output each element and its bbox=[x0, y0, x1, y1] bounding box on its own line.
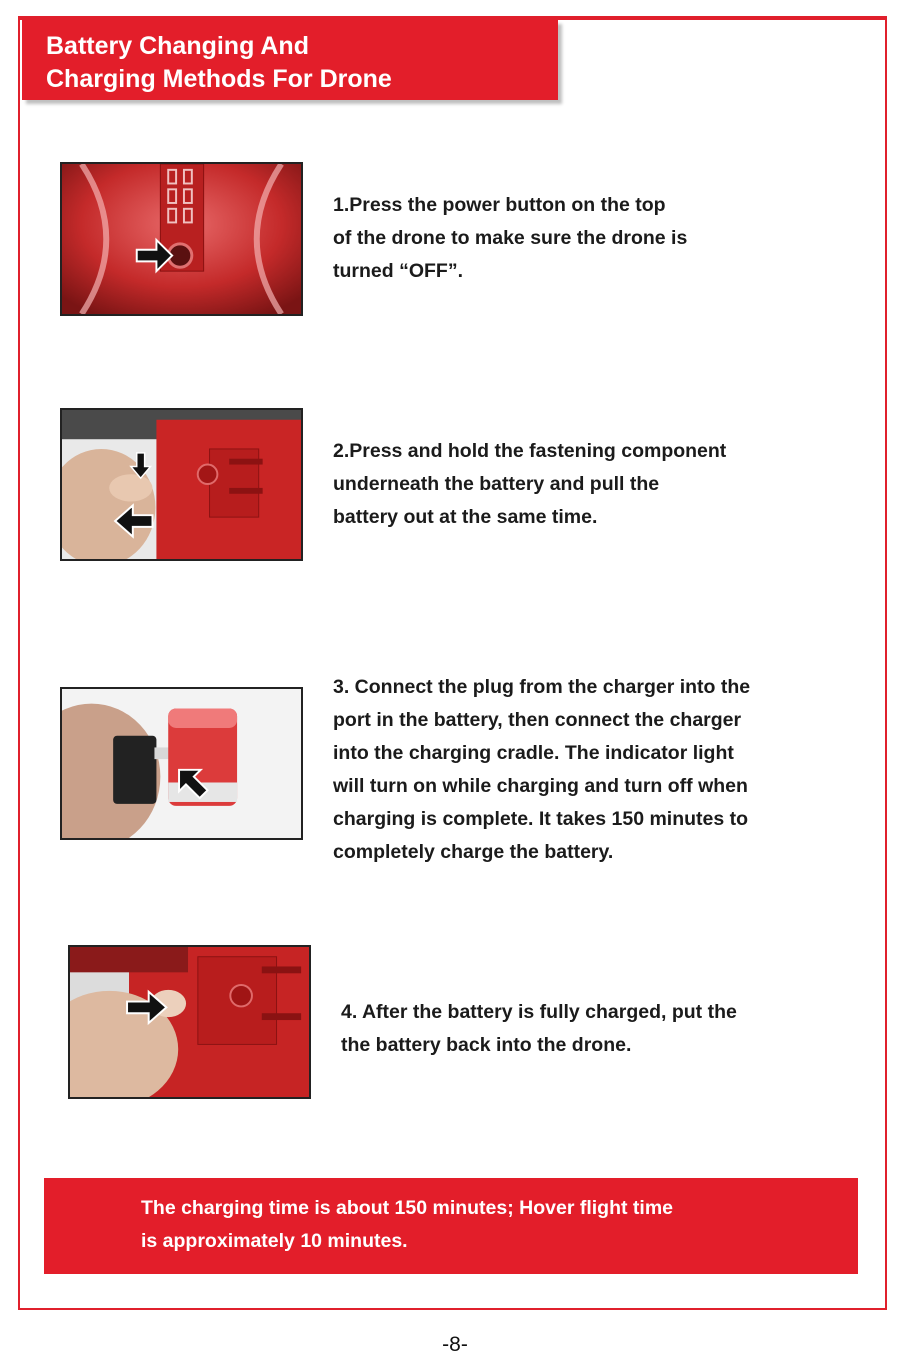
page-title: Battery Changing And Charging Methods For Drone bbox=[46, 32, 392, 93]
step-2-text: 2.Press and hold the fastening component underneath the battery and pull the battery out at the same time. bbox=[333, 440, 727, 528]
step-1-text: 1.Press the power button on the top of the drone to make sure the drone is turned “OFF”. bbox=[333, 194, 688, 282]
battery-insert-photo bbox=[68, 945, 311, 1099]
drone-power-button-photo bbox=[60, 162, 303, 316]
charging-time-banner bbox=[44, 1178, 858, 1274]
step-3-text: 3. Connect the plug from the charger into the port in the battery, then connect the charger into the charging cradle. The indicator light will turn on while charging and turn off when charging is complete. It takes 150 minutes to completely charge the battery. bbox=[333, 676, 751, 863]
title-tab bbox=[22, 20, 558, 100]
step-4-text: 4. After the battery is fully charged, put the the battery back into the drone. bbox=[341, 1001, 737, 1056]
charging-time-note: The charging time is about 150 minutes; Hover flight time is approximately 10 minutes. bbox=[141, 1197, 674, 1252]
page-number: -8- bbox=[442, 1333, 468, 1356]
charger-plug-photo bbox=[60, 687, 303, 840]
battery-removal-photo bbox=[60, 408, 303, 561]
